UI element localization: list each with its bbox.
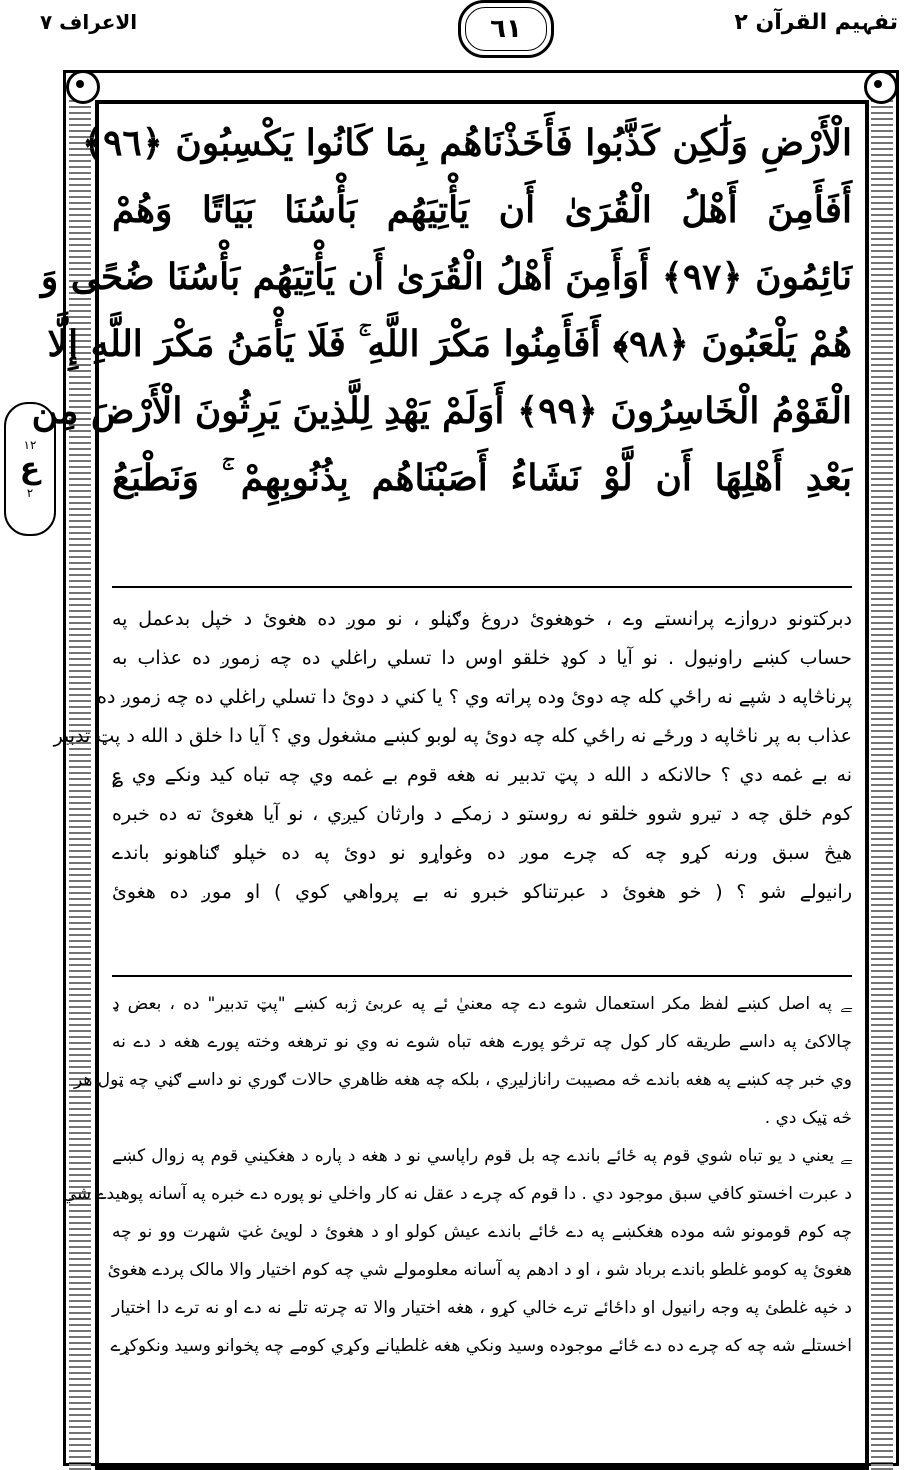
footnote-line: وي خبر چه کښے په هغه باندے څه مصيبت رانازليږي ، بلکه چه هغه ظاهري حالات ګوري نو داسے ګڼي چه ټول هر (73, 1070, 852, 1090)
ruku-marker-bottom: ٢ (26, 486, 34, 500)
divider (112, 586, 852, 588)
footnote-line: څه ټيک دي . (764, 1108, 852, 1128)
verse-line: نَائِمُونَ ﴿٩٧﴾ أَوَأَمِنَ أَهْلُ الْقُرَىٰ أَن يَأْتِيَهُم بَأْسُنَا ضُحًى وَ (40, 256, 852, 298)
translation-line: هيڅ سبق ورنه کړو چه که چرے موږ ده وغواړو نو دوئ په ده خپلو ګناهونو باندے (112, 842, 852, 864)
translation-line: کوم خلق چه د تيرو شوو خلقو نه روستو د زمکے د وارثان کيږي ، نو آيا هغوئ ته ده خبره (112, 803, 852, 825)
footnote-line: اخستلے شه چه که چرے ده دے ځائے موجوده وسيد ونکي هغه غلطيانے وکړي کومے چه پخوانو وسيد ونکوکړے (110, 1336, 852, 1356)
verse-line: الْقَوْمُ الْخَاسِرُونَ ﴿٩٩﴾ أَوَلَمْ يَهْدِ لِلَّذِينَ يَرِثُونَ الْأَرْضَ مِن (31, 390, 852, 432)
verse-line: أَفَأَمِنَ أَهْلُ الْقُرَىٰ أَن يَأْتِيَهُم بَأْسُنَا بَيَاتًا وَهُمْ (112, 189, 852, 231)
footnote-line: د عبرت اخستو کافي سبق موجود دي . دا قوم که چرے د عقل نه کار واخلي نو پوره دے خبره په آسانه پوهيدے شي (62, 1184, 852, 1204)
footnotes (62, 985, 852, 1365)
footnote-line: ﮯ يعني د يو تباه شوي قوم په ځائے باندے چه بل قوم راپاسي نو د هغه د پاره د هغکيني قوم په زوال کښے (112, 1146, 852, 1166)
translation-line: عذاب به پر ناڅاپه د ورځے نه راځي کله چه دوئ په لوبو کښے مشغول وي ؟ آيا دا خلق د الله د پټ تدبير (53, 725, 852, 747)
quran-verses (31, 110, 852, 580)
footnote-line: ﮯ په اصل کښے لفظ مکر استعمال شوے دے چه معنيٰ ئے په عربئ ژبه کښے "پټ تدبير" ده ، بعض ډ (112, 994, 852, 1014)
ruku-marker-symbol: ع (19, 451, 41, 486)
translation-line: پرناڅاپه د شپے نه راځي کله چه دوئ وده پراته وي ؟ يا کني د دوئ دا تسلي راغلي ده چه زموږ ده (97, 686, 852, 708)
translation-line: حساب کښے راونيول . نو آيا د کوډ خلقو اوس دا تسلي راغلي ده چه زموږ ده عذاب به (112, 647, 852, 669)
footnote-line: چالاکئ په داسے طريقه کار کول چه ترڅو پورے هغه تباه شوے نه وي نو ترهغه وخته پورے هغه د دے نه (112, 1032, 852, 1052)
footnote-line: هغوئ په کومو غلطو باندے برباد شو ، او د ادهم په آسانه معلومولے شي چه کوم اختيار والا مالک پردے هغوئ (107, 1260, 852, 1280)
corner-ornament-icon (864, 70, 898, 104)
translation-line: دبرکتونو دروازے پرانستے وے ، خوهغوئ دروغ وګڼلو ، نو موږ ده هغوئ د خپل بدعمل په (112, 608, 852, 630)
page-header (0, 0, 912, 60)
frame-band-right (871, 100, 893, 1470)
footnote-line: چه کوم قومونو شه موده هغکښے په دے ځائے باندے عيش کولو او د هغوئ د لويئ غټ شهرت وو نو چه (112, 1222, 852, 1242)
book-title: تفہیم القرآن ۲ (734, 10, 898, 35)
translation-line: رانيولے شو ؟ ( خو هغوئ د عبرتناکو خبرو نه بے پرواهي کوي ) او موږ ده هغوئ (112, 881, 852, 903)
corner-ornament-icon (66, 70, 100, 104)
ruku-marker-top: ١٢ (23, 438, 37, 452)
translation-text (53, 600, 852, 912)
verse-line: هُمْ يَلْعَبُونَ ﴿٩٨﴾ أَفَأَمِنُوا مَكْرَ اللَّهِ ۚ فَلَا يَأْمَنُ مَكْرَ اللَّهِ إِلَّا (47, 323, 852, 365)
footnote-line: د خپه غلطئ په وجه رانيول او داځائے ترے خالي کړو ، هغه اختيار والا ته چرته تلے نه دے او نه ترے دا اختيار (112, 1298, 852, 1318)
translation-line: نه بے غمه دي ؟ حالانکه د الله د پټ تدبير نه هغه قوم بے غمه وي چه تباه کيد ونکے وي ؏ (112, 764, 852, 786)
verse-line: الْأَرْضِ وَلَٰكِن كَذَّبُوا فَأَخَذْنَاهُم بِمَا كَانُوا يَكْسِبُونَ ﴿٩٦﴾ (81, 122, 852, 164)
verse-line: بَعْدِ أَهْلِهَا أَن لَّوْ نَشَاءُ أَصَبْنَاهُم بِذُنُوبِهِمْ ۚ وَنَطْبَعُ (112, 457, 852, 499)
page-number: ٦١ (458, 0, 554, 58)
divider (112, 975, 852, 977)
surah-title: الاعراف ۷ (40, 10, 138, 34)
